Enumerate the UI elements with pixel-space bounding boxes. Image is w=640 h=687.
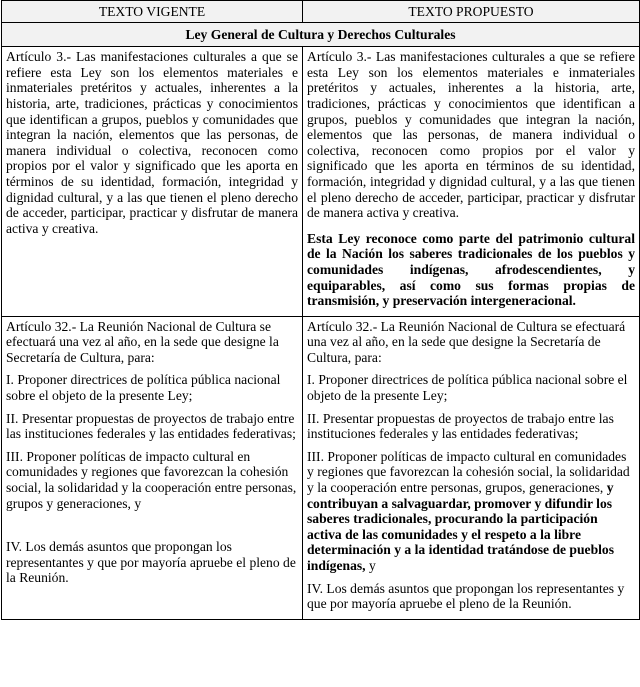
article-32-proposed-fraction-iv: IV. Los demás asuntos que propongan los representantes y que por mayoría apruebe el pleno de la Reunión. <box>307 580 625 612</box>
article-32-proposed-fraction-ii: II. Presentar propuestas de proyectos de trabajo entre las instituciones federales y las entidades federativas; <box>307 410 614 442</box>
section-title: Ley General de Cultura y Derechos Culturales <box>2 22 640 47</box>
header-current: TEXTO VIGENTE <box>2 1 303 23</box>
fraction-iii-addition: y contribuyan a salvaguardar, promover y difundir los saberes tradicionales, procurando la participación activa de las comunidades y el respeto a la libre determinación y a la identidad tratándose de pueblos indígenas, <box>307 480 615 573</box>
article-32-current-fraction-iv: IV. Los demás asuntos que propongan los representantes y que por mayoría apruebe el pleno de la Reunión. <box>6 539 296 586</box>
article-32-proposed-fraction-iii <box>307 449 635 574</box>
article-3-current-text: Artículo 3.- Las manifestaciones culturales a que se refiere esta Ley son los elementos materiales e inmateriales pretéritos y actuales, inherentes a la historia, arte, tradiciones, prácticas y conocimientos que identifican a grupos, pueblos y comunidades que integran la nación, elementos que las personas, de manera individual o colectiva, reconocen como propios por el valor y significado que les aporta en términos de su identidad, formación, integridad y dignidad cultural, y a las que tienen el pleno derecho de acceder, participar, practicar y disfrutar de manera activa y creativa. <box>6 49 298 236</box>
comparison-table <box>1 0 640 620</box>
fraction-iii-text: III. Proponer políticas de impacto cultural en comunidades y regiones que favorezcan la cohesión social, la solidaridad y la cooperación entre personas, grupos, generaciones, <box>307 448 630 496</box>
article-3-proposed-addition: Esta Ley reconoce como parte del patrimonio cultural de la Nación los saberes tradicionales de los pueblos y comunidades indígenas, afrodescendientes, y equiparables, así como sus formas propias de transmisión, y preservación intergeneracional. <box>307 230 635 309</box>
article-3-row <box>2 47 640 317</box>
article-32-current-fraction-i: I. Proponer directrices de política pública nacional sobre el objeto de la presente Ley; <box>6 372 281 404</box>
article-3-current <box>2 47 303 317</box>
article-32-row <box>2 316 640 619</box>
article-32-current <box>2 316 303 619</box>
article-32-proposed-fraction-i: I. Proponer directrices de política pública nacional sobre el objeto de la presente Ley; <box>307 372 628 404</box>
article-32-proposed-intro: Artículo 32.- La Reunión Nacional de Cultura se efectuará una vez al año, en la sede que designe la Secretaría de Cultura, para: <box>307 318 626 365</box>
article-32-current-fraction-ii: II. Presentar propuestas de proyectos de trabajo entre las instituciones federales y las entidades federativas; <box>6 410 296 442</box>
fraction-iii-tail: y <box>365 558 376 573</box>
article-32-proposed <box>303 316 640 619</box>
article-32-current-fraction-iii: III. Proponer políticas de impacto cultural en comunidades y regiones que favorezcan la cohesión social, la solidaridad y la cooperación entre personas, grupos y generaciones, y <box>6 448 297 511</box>
article-3-proposed <box>303 47 640 317</box>
header-row <box>2 1 640 23</box>
article-32-current-intro: Artículo 32.- La Reunión Nacional de Cultura se efectuará una vez al año, en la sede que designe la Secretaría de Cultura, para: <box>6 318 279 365</box>
header-proposed: TEXTO PROPUESTO <box>303 1 640 23</box>
section-row <box>2 22 640 47</box>
article-3-proposed-text: Artículo 3.- Las manifestaciones culturales a que se refiere esta Ley son los elementos materiales e inmateriales pretéritos y actuales, inherentes a la historia, arte, tradiciones, prácticas y conocimientos que identifican a grupos, pueblos y comunidades que integran la nación, elementos que las personas, de manera individual o colectiva, reconocen como propios por el valor y significado que les aporta en términos de su identidad, formación, integridad y dignidad cultural, y a las que tienen el pleno derecho de acceder, participar, practicar y disfrutar de manera activa y creativa. <box>307 49 635 221</box>
